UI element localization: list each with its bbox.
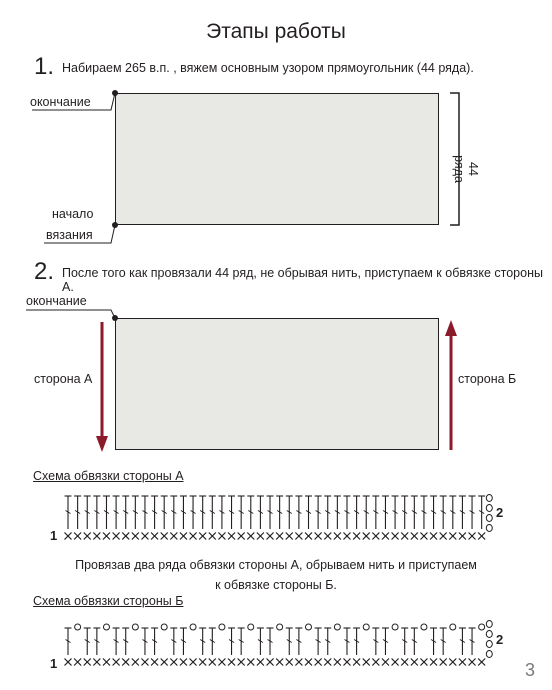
side-a-label: сторона А xyxy=(34,372,93,386)
step-1-end-label: окончание xyxy=(30,95,91,109)
chain-stitch-mark xyxy=(334,624,340,630)
chain-stitch-mark xyxy=(75,624,81,630)
chain-stitch-mark xyxy=(161,624,167,630)
chain-stitch-mark xyxy=(392,624,398,630)
step-2-text: После того как провязали 44 ряд, не обрывая нить, приступаем к обвязке стороны А. xyxy=(62,266,543,294)
side-b-label: сторона Б xyxy=(458,372,517,386)
step-2-number: 2. xyxy=(34,258,55,285)
turning-chain-mark xyxy=(486,621,492,628)
turning-chain-mark xyxy=(486,505,492,512)
chain-stitch-mark xyxy=(450,624,456,630)
side-a-arrow-head xyxy=(96,436,108,452)
turning-chain-mark xyxy=(486,495,492,502)
step-2-end-dot xyxy=(112,315,118,321)
scheme-a-row-1-number: 1 xyxy=(50,528,58,543)
step-2-end-label: окончание xyxy=(26,294,87,308)
turning-chain-mark xyxy=(486,525,492,532)
chain-stitch-mark xyxy=(306,624,312,630)
note-line-2: к обвязке стороны Б. xyxy=(215,578,337,592)
chain-stitch-mark xyxy=(132,624,138,630)
chain-stitch-mark xyxy=(248,624,254,630)
note-line-1: Провязав два ряда обвязки стороны А, обрываем нить и приступаем xyxy=(75,558,477,572)
step-2-end-leader-line xyxy=(26,310,115,318)
scheme-b-row-1-number: 1 xyxy=(50,656,58,671)
chain-stitch-mark xyxy=(219,624,225,630)
chain-stitch-mark xyxy=(277,624,283,630)
scheme-a-row-2-number: 2 xyxy=(496,505,504,520)
turning-chain-mark xyxy=(486,515,492,522)
chain-stitch-mark xyxy=(479,624,485,630)
step-1-start-label-line2: вязания xyxy=(46,228,93,242)
page-title: Этапы работы xyxy=(206,20,346,43)
step-1-number: 1. xyxy=(34,53,55,80)
chain-stitch-mark xyxy=(103,624,109,630)
scheme-b-title: Схема обвязки стороны Б xyxy=(33,594,184,608)
turning-chain-mark xyxy=(486,631,492,638)
step-1-start-label-line1: начало xyxy=(52,207,94,221)
scheme-a-diagram xyxy=(0,488,552,548)
side-b-arrow-head xyxy=(445,320,457,336)
scheme-a-title: Схема обвязки стороны А xyxy=(33,469,184,483)
chain-stitch-mark xyxy=(190,624,196,630)
turning-chain-mark xyxy=(486,641,492,648)
scheme-b-diagram xyxy=(0,612,552,674)
turning-chain-mark xyxy=(486,651,492,658)
step-1-text: Набираем 265 в.п. , вяжем основным узором прямоугольник (44 ряда). xyxy=(62,61,474,75)
step-1-rows-label: 44 ряда xyxy=(452,155,480,183)
scheme-b-row-2-number: 2 xyxy=(496,632,504,647)
chain-stitch-mark xyxy=(421,624,427,630)
chain-stitch-mark xyxy=(363,624,369,630)
page-number: 3 xyxy=(525,660,536,680)
